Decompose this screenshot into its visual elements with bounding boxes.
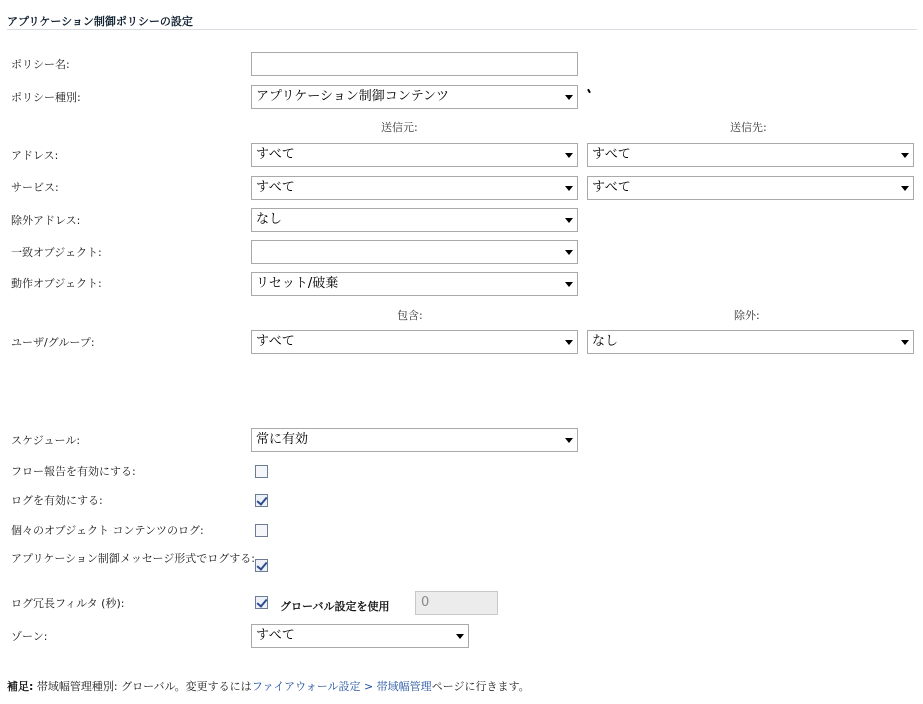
chevron-down-icon [565, 153, 573, 158]
service-destination-value: すべて [592, 180, 631, 195]
policy-type-value: アプリケーション制御コンテンツ [256, 89, 450, 104]
chevron-down-icon [565, 282, 573, 287]
log-redundancy-input[interactable]: 0 [415, 591, 498, 615]
policy-type-label: ポリシー種別: [11, 91, 81, 104]
enable-log-label: ログを有効にする: [11, 494, 103, 507]
chevron-down-icon [456, 634, 464, 639]
schedule-value: 常に有効 [256, 432, 309, 447]
schedule-label: スケジュール: [11, 434, 81, 447]
flow-report-label: フロー報告を有効にする: [11, 465, 136, 478]
user-include-select[interactable] [251, 330, 578, 354]
use-global-checkbox[interactable] [255, 596, 268, 609]
service-source-select[interactable] [251, 176, 578, 200]
action-object-select[interactable] [251, 272, 578, 296]
address-destination-value: すべて [592, 147, 631, 162]
include-column-header: 包含: [397, 309, 423, 322]
msg-format-log-checkbox[interactable] [255, 559, 268, 572]
service-source-value: すべて [256, 180, 295, 195]
chevron-down-icon [565, 186, 573, 191]
exclude-address-value: なし [256, 212, 283, 227]
exclude-address-label: 除外アドレス: [11, 214, 81, 227]
msg-format-log-label: アプリケーション制御メッセージ形式でログする: [11, 552, 255, 565]
action-object-value: リセット/破棄 [256, 276, 339, 291]
chevron-down-icon [901, 340, 909, 345]
zone-select[interactable] [251, 624, 469, 648]
user-exclude-select[interactable] [587, 330, 914, 354]
individual-log-checkbox[interactable] [255, 524, 268, 537]
individual-log-label: 個々のオブジェクト コンテンツのログ: [11, 524, 204, 537]
note-prefix: 補足: [7, 680, 34, 693]
chevron-down-icon [901, 186, 909, 191]
note-text: 帯域幅管理種別: グローバル。変更するには [33, 680, 252, 693]
schedule-select[interactable] [251, 428, 578, 452]
source-column-header: 送信元: [381, 121, 418, 134]
chevron-down-icon [565, 95, 573, 100]
chevron-down-icon [565, 340, 573, 345]
user-group-label: ユーザ/グループ: [11, 336, 95, 349]
footer-note [7, 678, 530, 694]
title-divider [7, 29, 917, 30]
chevron-down-icon [901, 153, 909, 158]
chevron-down-icon [565, 438, 573, 443]
use-global-label: グローバル設定を使用 [280, 600, 390, 613]
service-label: サービス: [11, 181, 59, 194]
address-source-value: すべて [256, 147, 295, 162]
policy-type-select[interactable] [251, 85, 578, 109]
user-exclude-value: なし [592, 334, 619, 349]
address-destination-select[interactable] [587, 143, 914, 167]
exclude-column-header: 除外: [734, 309, 760, 322]
policy-name-input[interactable] [251, 52, 578, 76]
flow-report-checkbox[interactable] [255, 465, 268, 478]
zone-label: ゾーン: [11, 630, 48, 643]
address-source-select[interactable] [251, 143, 578, 167]
enable-log-checkbox[interactable] [255, 494, 268, 507]
policy-name-label: ポリシー名: [11, 58, 70, 71]
match-object-select[interactable] [251, 240, 578, 264]
service-destination-select[interactable] [587, 176, 914, 200]
action-object-label: 動作オブジェクト: [11, 277, 102, 290]
exclude-address-select[interactable] [251, 208, 578, 232]
tick-mark [587, 89, 591, 93]
address-label: アドレス: [11, 149, 59, 162]
chevron-down-icon [565, 218, 573, 223]
zone-value: すべて [256, 628, 295, 643]
destination-column-header: 送信先: [730, 121, 767, 134]
note-text-after: ページに行きます。 [431, 680, 530, 693]
match-object-label: 一致オブジェクト: [11, 246, 102, 259]
user-include-value: すべて [256, 334, 295, 349]
log-redundancy-label: ログ冗長フィルタ (秒): [11, 597, 125, 610]
bandwidth-settings-link[interactable]: ファイアウォール設定 > 帯域幅管理 [251, 680, 432, 693]
chevron-down-icon [565, 250, 573, 255]
page-title: アプリケーション制御ポリシーの設定 [7, 15, 193, 28]
